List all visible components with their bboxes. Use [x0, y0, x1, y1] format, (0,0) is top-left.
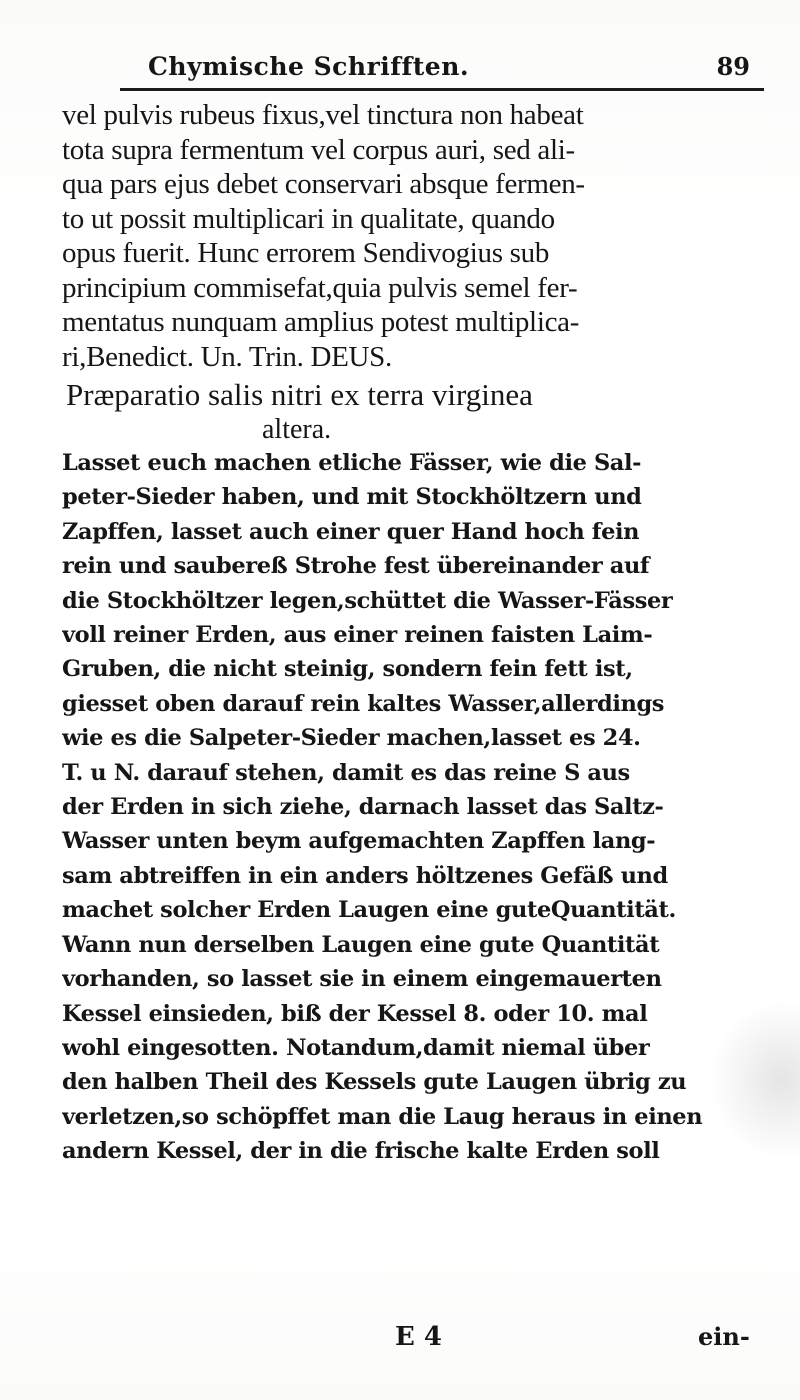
text-line: machet solcher Erden Laugen eine guteQuantität.: [62, 897, 676, 924]
body-text: [62, 98, 780, 1169]
text-line: qua pars ejus debet conservari absque fermen-: [62, 168, 585, 200]
text-line: peter-Sieder haben, und mit Stockhöltzern und: [62, 484, 642, 511]
text-line: Gruben, die nicht steinig, sondern fein fett ist,: [62, 656, 633, 683]
text-line: den halben Theil des Kessels gute Laugen übrig zu: [62, 1069, 687, 1096]
text-line: Wann nun derselben Laugen eine gute Quantität: [62, 931, 660, 958]
catchword: ein-: [698, 1322, 750, 1351]
text-line: die Stockhöltzer legen,schüttet die Wasser-Fässer: [62, 587, 673, 614]
text-line: verletzen,so schöpffet man die Laug heraus in einen: [62, 1103, 703, 1130]
text-line: giesset oben darauf rein kaltes Wasser,allerdings: [62, 690, 665, 717]
text-line: opus fuerit. Hunc errorem Sendivogius sub: [62, 237, 550, 269]
running-head: [90, 52, 770, 92]
text-line: to ut possit multiplicari in qualitate, quando: [62, 202, 555, 235]
text-line: T. u N. darauf stehen, damit es das reine S aus: [62, 759, 630, 786]
page-number: 89: [716, 52, 750, 81]
page-footer: [0, 1322, 800, 1362]
text-line: Kessel einsieden, biß der Kessel 8. oder 10. mal: [62, 1000, 648, 1027]
signature-mark: E 4: [395, 1322, 442, 1352]
running-head-title: Chymische Schrifften.: [148, 52, 470, 81]
section-subheading: altera.: [262, 414, 332, 445]
paper-smudge: [710, 1000, 800, 1160]
latin-paragraph: [62, 98, 780, 374]
text-line: voll reiner Erden, aus einer reinen faisten Laim-: [62, 622, 653, 649]
text-line: sam abtreiffen in ein anders höltzenes Gefäß und: [62, 862, 668, 889]
section-heading: Præparatio salis nitri ex terra virginea: [66, 377, 533, 412]
text-line: Zapffen, lasset auch einer quer Hand hoch fein: [62, 518, 640, 545]
text-line: wohl eingesotten. Notandum,damit niemal über: [62, 1034, 650, 1061]
text-line: tota supra fermentum vel corpus auri, sed ali-: [62, 133, 575, 166]
text-line: mentatus nunquam amplius potest multiplica-: [62, 306, 580, 338]
text-line: principium commisefat,quia pulvis semel fer-: [62, 271, 578, 304]
text-line: Wasser unten beym aufgemachten Zapffen lang-: [62, 828, 656, 855]
text-line: ri,Benedict. Un. Trin. DEUS.: [62, 340, 392, 373]
text-line: vorhanden, so lasset sie in einem eingemauerten: [62, 966, 662, 993]
header-rule: [120, 88, 764, 91]
text-line: andern Kessel, der in die frische kalte Erden soll: [62, 1138, 660, 1165]
text-line: der Erden in sich ziehe, darnach lasset das Saltz-: [62, 794, 664, 821]
german-paragraph: [62, 446, 780, 1169]
text-line: rein und saubereß Strohe fest übereinander auf: [62, 553, 650, 580]
text-line: wie es die Salpeter-Sieder machen,lasset es 24.: [62, 725, 641, 752]
text-line: Lasset euch machen etliche Fässer, wie die Sal-: [62, 450, 642, 476]
text-line: vel pulvis rubeus fixus,vel tinctura non habeat: [62, 99, 584, 131]
